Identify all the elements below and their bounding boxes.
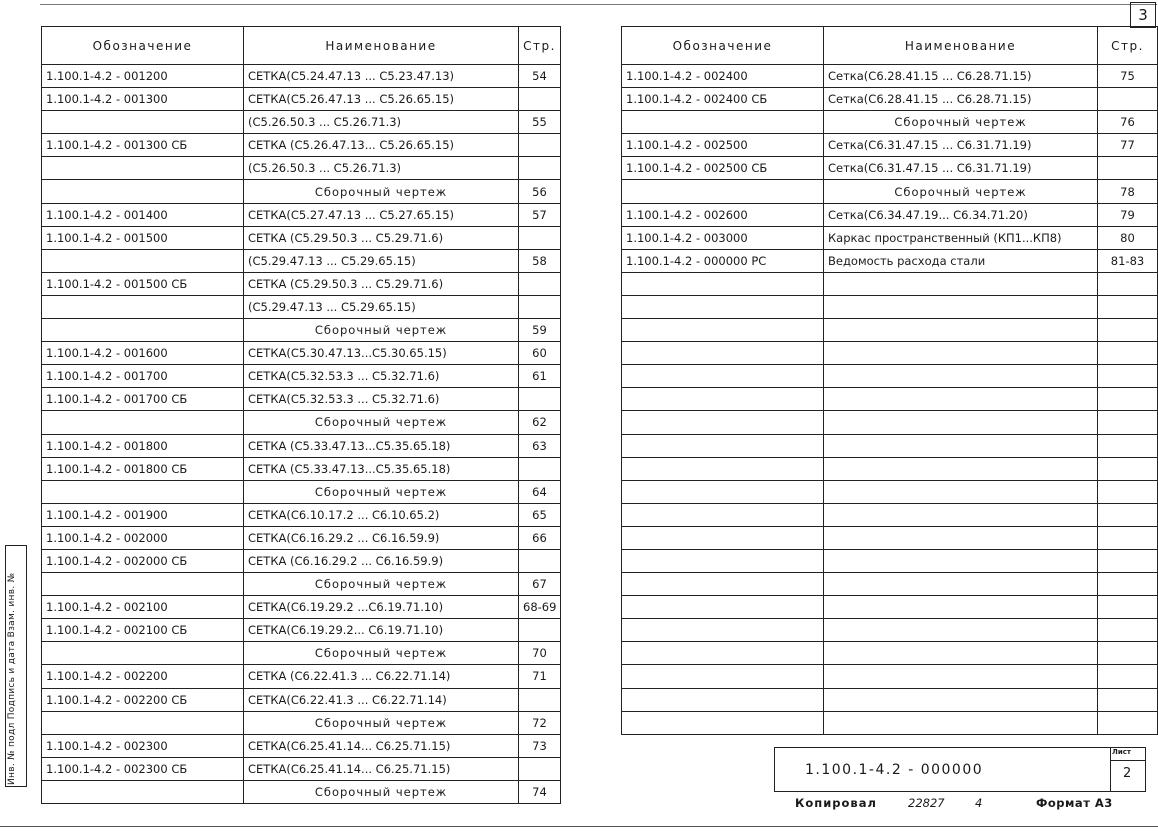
designation-cell <box>42 711 244 734</box>
empty-cell <box>1098 573 1158 596</box>
table-row <box>622 203 1158 226</box>
table-row <box>42 688 561 711</box>
designation-cell <box>42 642 244 665</box>
page-cell: 60 <box>519 342 561 365</box>
header-page: Стр. <box>519 27 561 65</box>
empty-cell <box>622 711 824 734</box>
designation-cell <box>42 249 244 272</box>
name-cell: Сетка(С6.28.41.15 ... С6.28.71.15) <box>824 65 1098 88</box>
left-table-body <box>42 65 561 804</box>
empty-cell <box>622 688 824 711</box>
page-cell: 79 <box>1098 203 1158 226</box>
sheet-number-box <box>1130 2 1156 28</box>
page-cell: 59 <box>519 319 561 342</box>
header-name: Наименование <box>824 27 1098 65</box>
table-row <box>42 619 561 642</box>
designation-cell: 1.100.1-4.2 - 001400 <box>42 203 244 226</box>
empty-cell <box>824 711 1098 734</box>
table-row <box>622 88 1158 111</box>
empty-cell <box>1098 365 1158 388</box>
designation-cell: 1.100.1-4.2 - 002000 <box>42 526 244 549</box>
name-cell: Каркас пространственный (КП1...КП8) <box>824 226 1098 249</box>
empty-cell <box>1098 665 1158 688</box>
table-row <box>42 734 561 757</box>
table-row <box>42 665 561 688</box>
header-name: Наименование <box>244 27 519 65</box>
empty-row <box>622 272 1158 295</box>
right-table-body <box>622 65 1158 735</box>
designation-cell: 1.100.1-4.2 - 002200 СБ <box>42 688 244 711</box>
empty-row <box>622 295 1158 318</box>
empty-cell <box>1098 596 1158 619</box>
designation-cell: 1.100.1-4.2 - 001700 СБ <box>42 388 244 411</box>
empty-cell <box>824 342 1098 365</box>
empty-row <box>622 619 1158 642</box>
page-cell <box>519 88 561 111</box>
empty-cell <box>824 573 1098 596</box>
designation-cell: 1.100.1-4.2 - 002600 <box>622 203 824 226</box>
empty-cell <box>1098 342 1158 365</box>
name-cell: Сетка(С6.34.47.19... С6.34.71.20) <box>824 203 1098 226</box>
empty-row <box>622 711 1158 734</box>
page-cell: 58 <box>519 249 561 272</box>
name-cell: Сборочный чертеж <box>244 180 519 203</box>
designation-cell: 1.100.1-4.2 - 002500 СБ <box>622 157 824 180</box>
table-row <box>42 480 561 503</box>
designation-cell <box>42 111 244 134</box>
empty-cell <box>824 319 1098 342</box>
designation-cell: 1.100.1-4.2 - 001200 <box>42 65 244 88</box>
sheet-number: 3 <box>1138 6 1148 24</box>
empty-row <box>622 411 1158 434</box>
page-cell: 61 <box>519 365 561 388</box>
register-table-right <box>621 26 1158 735</box>
empty-cell <box>1098 549 1158 572</box>
table-row <box>42 434 561 457</box>
table-row <box>42 642 561 665</box>
footer-number-1: 22827 <box>908 796 945 810</box>
table-row <box>622 111 1158 134</box>
page-cell: 55 <box>519 111 561 134</box>
empty-cell <box>622 480 824 503</box>
name-cell: СЕТКА (С5.33.47.13...С5.35.65.18) <box>244 457 519 480</box>
page-cell <box>519 457 561 480</box>
table-row <box>42 549 561 572</box>
name-cell: СЕТКА(С6.19.29.2... С6.19.71.10) <box>244 619 519 642</box>
empty-row <box>622 342 1158 365</box>
designation-cell: 1.100.1-4.2 - 001600 <box>42 342 244 365</box>
sheet-count: 2 <box>1123 766 1132 781</box>
name-cell: Сетка(С6.31.47.15 ... С6.31.71.19) <box>824 157 1098 180</box>
designation-cell: 1.100.1-4.2 - 002000 СБ <box>42 549 244 572</box>
name-cell: Сборочный чертеж <box>244 319 519 342</box>
table-row <box>622 134 1158 157</box>
page-cell: 77 <box>1098 134 1158 157</box>
designation-cell: 1.100.1-4.2 - 001900 <box>42 503 244 526</box>
table-row <box>42 226 561 249</box>
empty-cell <box>1098 319 1158 342</box>
empty-cell <box>622 342 824 365</box>
table-row <box>42 65 561 88</box>
page-cell: 76 <box>1098 111 1158 134</box>
empty-cell <box>622 388 824 411</box>
empty-row <box>622 503 1158 526</box>
table-row <box>42 134 561 157</box>
name-cell: Сборочный чертеж <box>244 711 519 734</box>
empty-row <box>622 549 1158 572</box>
empty-row <box>622 365 1158 388</box>
designation-cell: 1.100.1-4.2 - 001300 СБ <box>42 134 244 157</box>
empty-cell <box>824 688 1098 711</box>
name-cell: СЕТКА (С5.29.50.3 ... С5.29.71.6) <box>244 226 519 249</box>
page-cell <box>1098 157 1158 180</box>
title-block-code: 1.100.1-4.2 - 000000 <box>805 762 984 778</box>
name-cell: СЕТКА (С5.33.47.13...С5.35.65.18) <box>244 434 519 457</box>
empty-cell <box>824 411 1098 434</box>
page-cell <box>519 388 561 411</box>
name-cell: Сборочный чертеж <box>244 573 519 596</box>
empty-cell <box>622 272 824 295</box>
empty-row <box>622 434 1158 457</box>
title-block <box>774 747 1146 792</box>
table-row <box>42 503 561 526</box>
designation-cell <box>42 411 244 434</box>
empty-cell <box>1098 434 1158 457</box>
empty-cell <box>824 365 1098 388</box>
empty-cell <box>622 526 824 549</box>
empty-cell <box>622 619 824 642</box>
empty-cell <box>1098 526 1158 549</box>
title-block-divider <box>1110 748 1111 791</box>
page-cell: 67 <box>519 573 561 596</box>
designation-cell: 1.100.1-4.2 - 001500 <box>42 226 244 249</box>
empty-cell <box>622 434 824 457</box>
designation-cell: 1.100.1-4.2 - 000000 РС <box>622 249 824 272</box>
designation-cell <box>42 295 244 318</box>
table-row <box>42 711 561 734</box>
name-cell: (С5.29.47.13 ... С5.29.65.15) <box>244 249 519 272</box>
empty-cell <box>622 319 824 342</box>
frame-bottom-line <box>0 826 1158 827</box>
empty-cell <box>622 295 824 318</box>
empty-cell <box>824 596 1098 619</box>
designation-cell: 1.100.1-4.2 - 002100 СБ <box>42 619 244 642</box>
table-row <box>42 111 561 134</box>
table-row <box>42 780 561 803</box>
empty-cell <box>1098 295 1158 318</box>
page-cell <box>519 757 561 780</box>
name-cell: (С5.29.47.13 ... С5.29.65.15) <box>244 295 519 318</box>
designation-cell: 1.100.1-4.2 - 001700 <box>42 365 244 388</box>
empty-cell <box>1098 642 1158 665</box>
designation-cell: 1.100.1-4.2 - 002100 <box>42 596 244 619</box>
page-cell: 54 <box>519 65 561 88</box>
empty-cell <box>824 619 1098 642</box>
designation-cell: 1.100.1-4.2 - 002400 <box>622 65 824 88</box>
table-row <box>42 411 561 434</box>
table-row <box>622 226 1158 249</box>
table-row <box>42 388 561 411</box>
page-cell: 80 <box>1098 226 1158 249</box>
page-cell <box>1098 88 1158 111</box>
empty-row <box>622 688 1158 711</box>
name-cell: Сборочный чертеж <box>244 780 519 803</box>
header-page: Стр. <box>1098 27 1158 65</box>
empty-cell <box>824 503 1098 526</box>
name-cell: СЕТКА(С5.32.53.3 ... С5.32.71.6) <box>244 365 519 388</box>
page-cell: 64 <box>519 480 561 503</box>
name-cell: Сборочный чертеж <box>824 180 1098 203</box>
table-row <box>42 157 561 180</box>
footer-number-2: 4 <box>975 796 983 810</box>
empty-cell <box>622 596 824 619</box>
table-row <box>622 180 1158 203</box>
page-cell <box>519 157 561 180</box>
designation-cell <box>42 573 244 596</box>
table-row <box>42 342 561 365</box>
empty-row <box>622 526 1158 549</box>
table-row <box>42 573 561 596</box>
table-row <box>42 272 561 295</box>
empty-cell <box>1098 272 1158 295</box>
empty-cell <box>622 665 824 688</box>
table-row <box>42 457 561 480</box>
table-row <box>42 596 561 619</box>
name-cell: СЕТКА(С6.19.29.2 ...С6.19.71.10) <box>244 596 519 619</box>
page-cell <box>519 688 561 711</box>
table-row <box>622 65 1158 88</box>
name-cell: СЕТКА(С6.16.29.2 ... С6.16.59.9) <box>244 526 519 549</box>
empty-cell <box>622 457 824 480</box>
table-row <box>622 249 1158 272</box>
empty-cell <box>1098 388 1158 411</box>
name-cell: СЕТКА(С6.25.41.14... С6.25.71.15) <box>244 757 519 780</box>
empty-cell <box>1098 688 1158 711</box>
empty-row <box>622 642 1158 665</box>
designation-cell <box>42 180 244 203</box>
page-cell <box>519 295 561 318</box>
name-cell: СЕТКА (С6.16.29.2 ... С6.16.59.9) <box>244 549 519 572</box>
empty-cell <box>824 549 1098 572</box>
empty-cell <box>622 642 824 665</box>
side-stamp-text: Инв. № подл Подпись и дата Взам. инв. № <box>7 572 17 785</box>
table-row <box>42 88 561 111</box>
page-cell <box>519 226 561 249</box>
empty-cell <box>824 457 1098 480</box>
designation-cell: 1.100.1-4.2 - 001800 <box>42 434 244 457</box>
title-block-hdivider <box>1110 760 1145 761</box>
designation-cell: 1.100.1-4.2 - 002500 <box>622 134 824 157</box>
name-cell: Сетка(С6.28.41.15 ... С6.28.71.15) <box>824 88 1098 111</box>
name-cell: Сборочный чертеж <box>244 411 519 434</box>
table-row <box>622 157 1158 180</box>
table-row <box>42 180 561 203</box>
register-table-left <box>41 26 561 804</box>
page-cell: 81-83 <box>1098 249 1158 272</box>
name-cell: СЕТКА(С6.10.17.2 ... С6.10.65.2) <box>244 503 519 526</box>
page-cell <box>519 549 561 572</box>
empty-cell <box>1098 480 1158 503</box>
table-row <box>42 365 561 388</box>
name-cell: СЕТКА (С5.29.50.3 ... С5.29.71.6) <box>244 272 519 295</box>
empty-cell <box>622 411 824 434</box>
empty-cell <box>824 272 1098 295</box>
empty-cell <box>824 480 1098 503</box>
empty-cell <box>1098 711 1158 734</box>
name-cell: СЕТКА(С6.25.41.14... С6.25.71.15) <box>244 734 519 757</box>
empty-row <box>622 319 1158 342</box>
designation-cell: 1.100.1-4.2 - 002400 СБ <box>622 88 824 111</box>
name-cell: Ведомость расхода стали <box>824 249 1098 272</box>
page-cell: 72 <box>519 711 561 734</box>
empty-cell <box>824 388 1098 411</box>
empty-row <box>622 573 1158 596</box>
page-cell: 56 <box>519 180 561 203</box>
page-cell: 70 <box>519 642 561 665</box>
page-cell: 73 <box>519 734 561 757</box>
name-cell: СЕТКА(С5.26.47.13 ... С5.26.65.15) <box>244 88 519 111</box>
footer-format: Формат А3 <box>1036 796 1113 810</box>
designation-cell: 1.100.1-4.2 - 001800 СБ <box>42 457 244 480</box>
designation-cell <box>622 111 824 134</box>
page-cell <box>519 272 561 295</box>
designation-cell: 1.100.1-4.2 - 001300 <box>42 88 244 111</box>
table-header-row <box>42 27 561 65</box>
empty-cell <box>1098 503 1158 526</box>
designation-cell: 1.100.1-4.2 - 002300 СБ <box>42 757 244 780</box>
page-cell: 62 <box>519 411 561 434</box>
name-cell: СЕТКА (С5.26.47.13... С5.26.65.15) <box>244 134 519 157</box>
designation-cell <box>42 157 244 180</box>
empty-row <box>622 596 1158 619</box>
table-header-row <box>622 27 1158 65</box>
empty-cell <box>622 549 824 572</box>
page-cell: 75 <box>1098 65 1158 88</box>
empty-cell <box>622 573 824 596</box>
page-cell: 66 <box>519 526 561 549</box>
empty-cell <box>622 503 824 526</box>
empty-cell <box>1098 619 1158 642</box>
name-cell: Сборочный чертеж <box>824 111 1098 134</box>
name-cell: Сетка(С6.31.47.15 ... С6.31.71.19) <box>824 134 1098 157</box>
designation-cell <box>42 780 244 803</box>
empty-row <box>622 457 1158 480</box>
table-row <box>42 203 561 226</box>
empty-row <box>622 388 1158 411</box>
footer-copied: Копировал <box>795 796 877 810</box>
page-cell <box>519 619 561 642</box>
designation-cell: 1.100.1-4.2 - 001500 СБ <box>42 272 244 295</box>
page-cell: 57 <box>519 203 561 226</box>
designation-cell: 1.100.1-4.2 - 002300 <box>42 734 244 757</box>
empty-cell <box>824 526 1098 549</box>
page-cell: 78 <box>1098 180 1158 203</box>
designation-cell: 1.100.1-4.2 - 003000 <box>622 226 824 249</box>
name-cell: СЕТКА(С5.30.47.13...С5.30.65.15) <box>244 342 519 365</box>
page-cell: 63 <box>519 434 561 457</box>
table-row <box>42 249 561 272</box>
name-cell: СЕТКА(С5.27.47.13 ... С5.27.65.15) <box>244 203 519 226</box>
designation-cell <box>622 180 824 203</box>
table-row <box>42 757 561 780</box>
page-cell: 68-69 <box>519 596 561 619</box>
page-cell <box>519 134 561 157</box>
empty-cell <box>1098 411 1158 434</box>
empty-row <box>622 480 1158 503</box>
name-cell: Сборочный чертеж <box>244 480 519 503</box>
designation-cell <box>42 319 244 342</box>
page-cell: 74 <box>519 780 561 803</box>
name-cell: (С5.26.50.3 ... С5.26.71.3) <box>244 111 519 134</box>
designation-cell <box>42 480 244 503</box>
frame-top-line <box>40 4 1157 5</box>
empty-cell <box>824 295 1098 318</box>
page-cell: 65 <box>519 503 561 526</box>
table-row <box>42 295 561 318</box>
sheet-label: Лист <box>1112 748 1131 756</box>
name-cell: (С5.26.50.3 ... С5.26.71.3) <box>244 157 519 180</box>
table-row <box>42 526 561 549</box>
empty-row <box>622 665 1158 688</box>
empty-cell <box>824 642 1098 665</box>
empty-cell <box>824 434 1098 457</box>
name-cell: СЕТКА (С6.22.41.3 ... С6.22.71.14) <box>244 665 519 688</box>
empty-cell <box>622 365 824 388</box>
header-designation: Обозначение <box>42 27 244 65</box>
name-cell: Сборочный чертеж <box>244 642 519 665</box>
table-row <box>42 319 561 342</box>
empty-cell <box>824 665 1098 688</box>
name-cell: СЕТКА(С6.22.41.3 ... С6.22.71.14) <box>244 688 519 711</box>
empty-cell <box>1098 457 1158 480</box>
page-cell: 71 <box>519 665 561 688</box>
name-cell: СЕТКА(С5.32.53.3 ... С5.32.71.6) <box>244 388 519 411</box>
designation-cell: 1.100.1-4.2 - 002200 <box>42 665 244 688</box>
header-designation: Обозначение <box>622 27 824 65</box>
name-cell: СЕТКА(С5.24.47.13 ... С5.23.47.13) <box>244 65 519 88</box>
